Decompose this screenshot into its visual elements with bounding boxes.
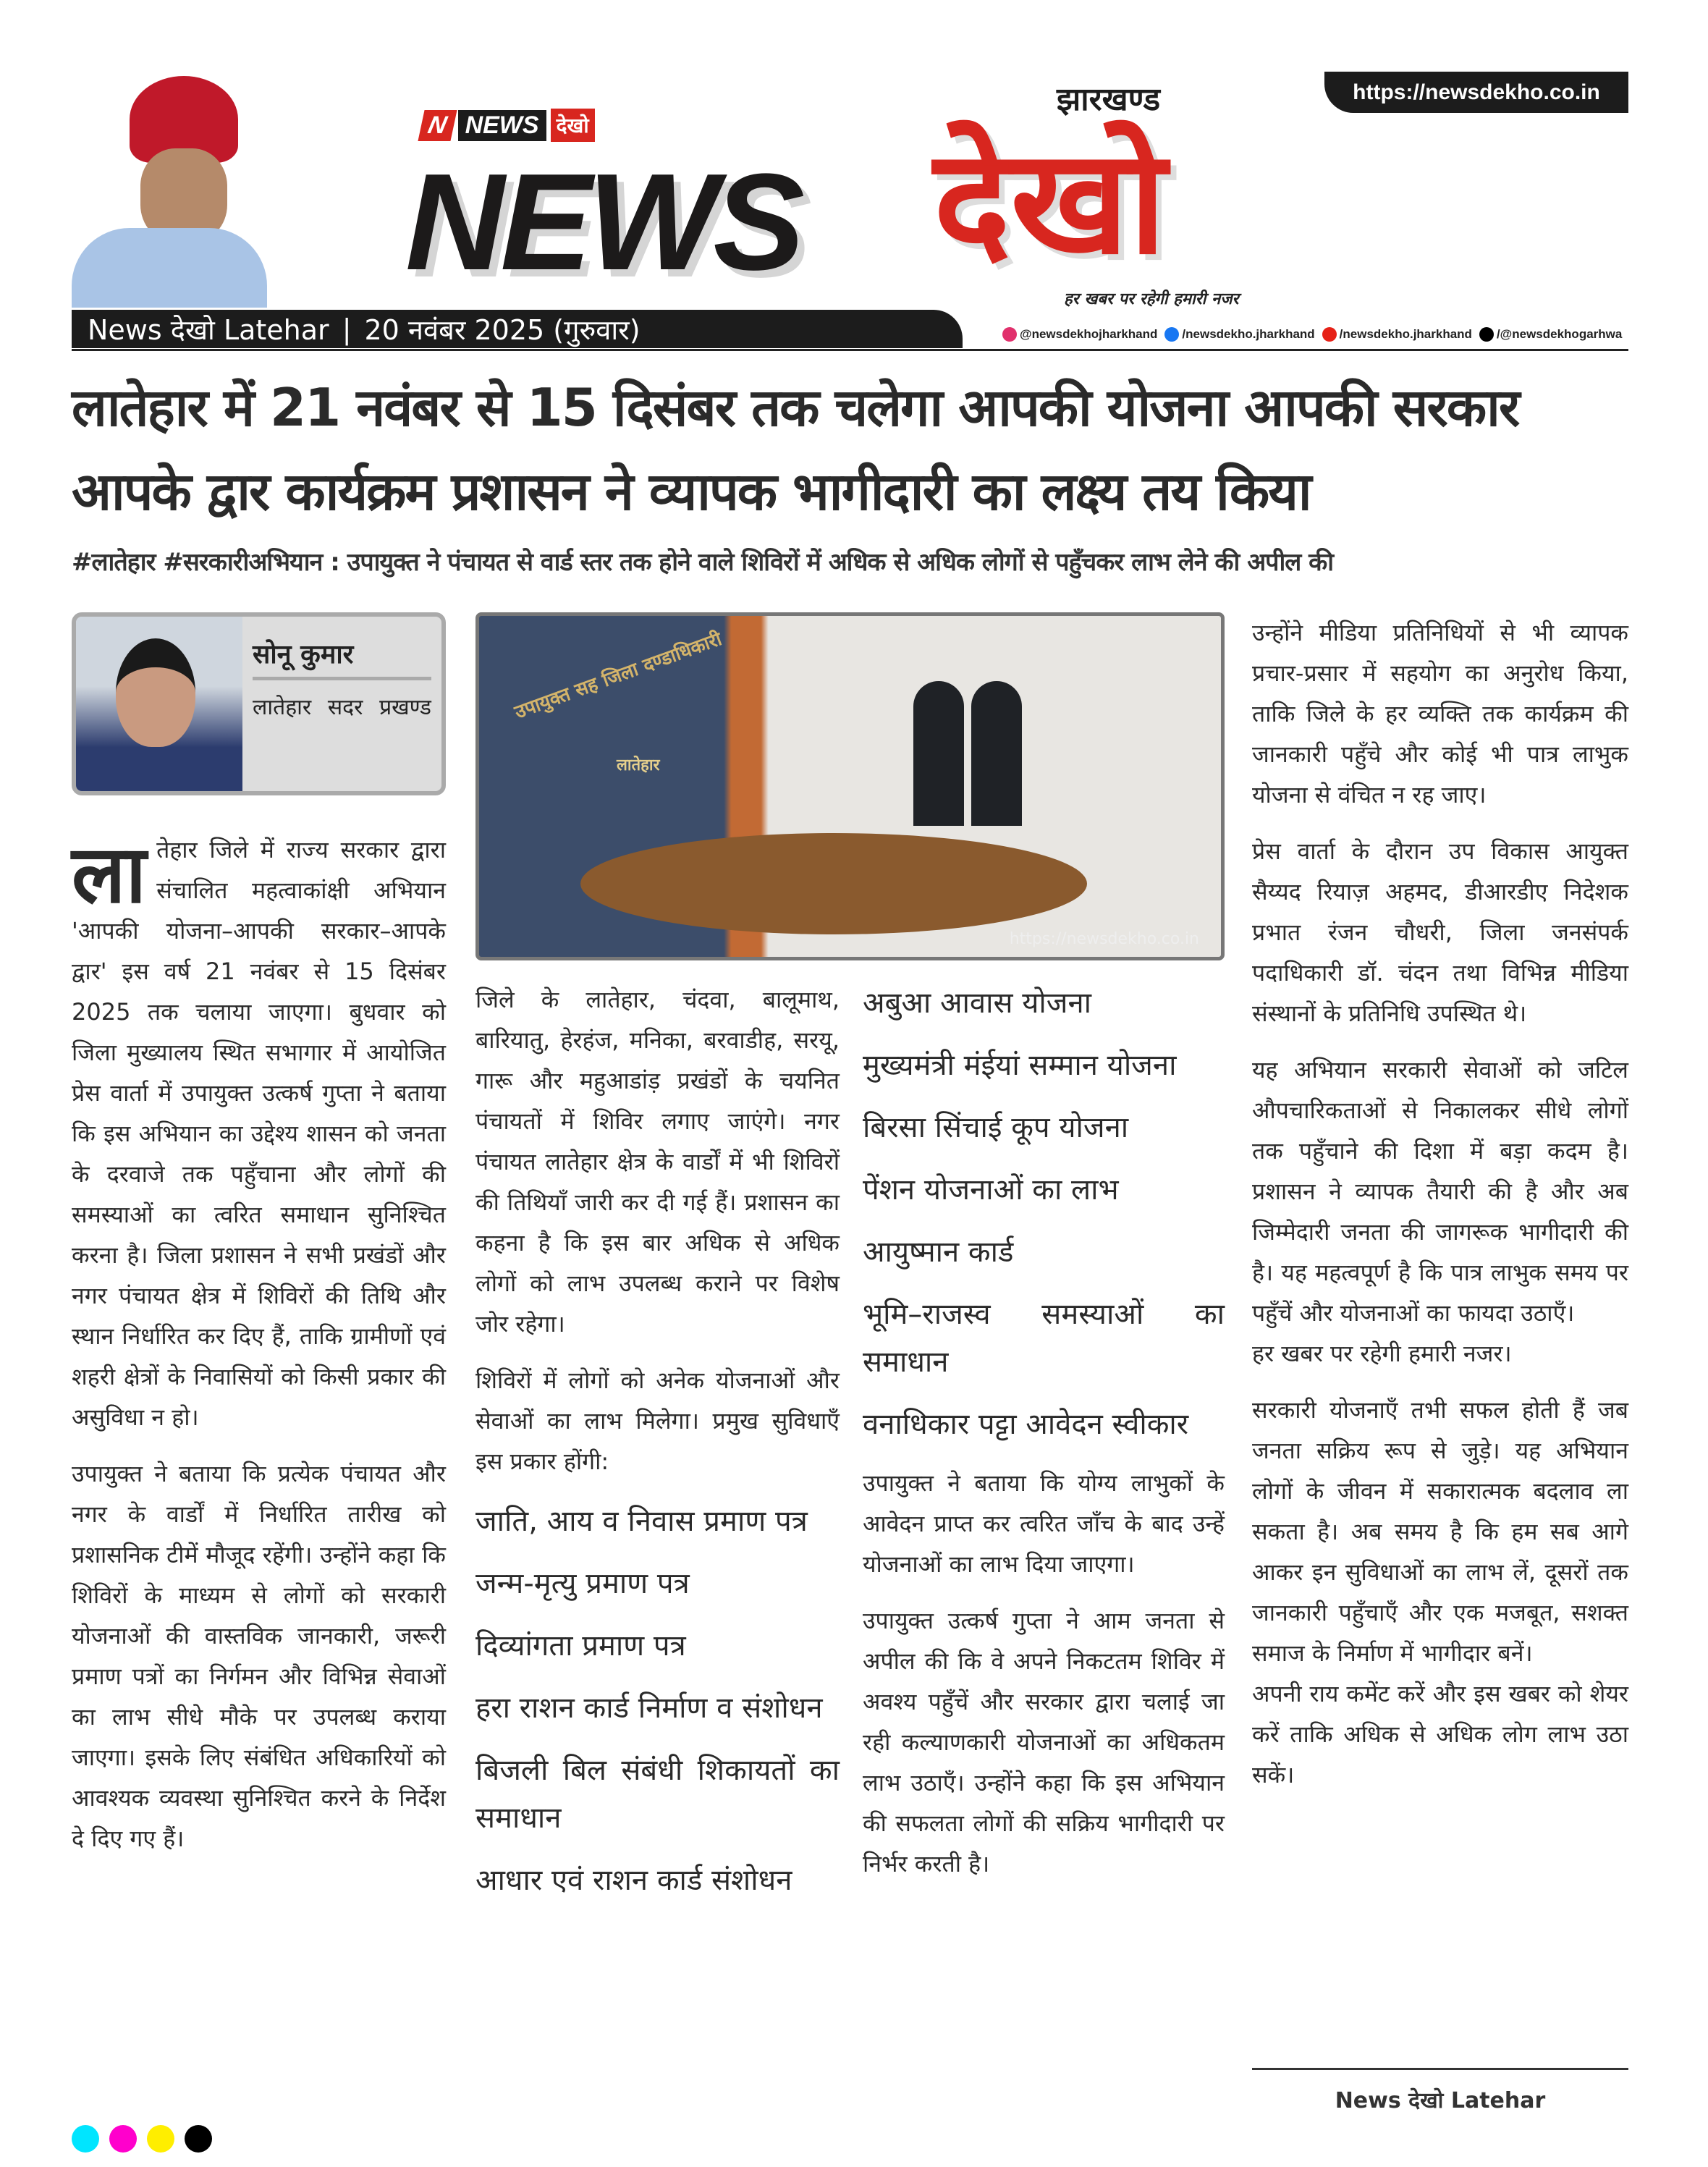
service-item: बिरसा सिंचाई कूप योजना [863, 1111, 1129, 1144]
social-handle: /newsdekho.jharkhand [1182, 327, 1315, 341]
service-item: अबुआ आवास योजना [863, 987, 1092, 1020]
masthead-region: झारखण्ड [1057, 81, 1161, 118]
service-item: मुख्यमंत्री मंईयां सम्मान योजना [863, 1049, 1177, 1082]
subheadline: #लातेहार #सरकारीअभियान : उपायुक्त ने पंचायत से वार्ड स्तर तक होने वाले शिविरों में अधिक से अधिक लोगों से पहुँचकर लाभ लेने की अपील की [72, 548, 1334, 577]
service-item: जन्म-मृत्यु प्रमाण पत्र [475, 1567, 690, 1600]
social-link[interactable] [1322, 327, 1472, 342]
service-item: आयुष्मान कार्ड [863, 1235, 1014, 1269]
paragraph: प्रेस वार्ता के दौरान उप विकास आयुक्त सैय्यद रियाज़ अहमद, डीआरडीए निदेशक प्रभात रंजन चौधरी, जिला जनसंपर्क पदाधिकारी डॉ. चंदन तथा विभिन्न मीडिया संस्थानों के प्रतिनिधि उपस्थित थे। [1252, 837, 1628, 1027]
registration-dot [72, 2125, 99, 2153]
header-rule [72, 349, 1628, 351]
author-box [72, 612, 446, 795]
registration-dot [147, 2125, 174, 2153]
paragraph: उपायुक्त उत्कर्ष गुप्ता ने आम जनता से अपील की कि वे अपने निकटतम शिविर में अवश्य पहुँचें और सरकार द्वारा चलाई जा रही कल्याणकारी योजनाओं का अधिकतम लाभ उठाएँ। उन्होंने कहा कि इस अभियान की सफलता लोगों की सक्रिय भागीदारी पर निर्भर करती है। [863, 1607, 1225, 1877]
paragraph: अपनी राय कमेंट करें और इस खबर को शेयर करें ताकि अधिक से अधिक लोग लाभ उठा सकें। [1252, 1680, 1628, 1788]
masthead-dekho: देखो [934, 118, 1167, 287]
small-logo [421, 109, 595, 142]
facebook-icon [1164, 327, 1179, 342]
author-place: लातेहार सदर प्रखण्ड [253, 695, 431, 720]
youtube-icon [1322, 327, 1337, 342]
x-icon [1479, 327, 1494, 342]
photo-watermark: https://newsdekho.co.in [1009, 930, 1199, 948]
service-item: पेंशन योजनाओं का लाभ [863, 1173, 1119, 1207]
article-column-1 [72, 829, 446, 1875]
paragraph: जिले के लातेहार, चंदवा, बालूमाथ, बारियातु, हेरहंज, मनिका, बरवाडीह, सरयू, गारू और महुआडांड़ प्रखंडों के चयनित पंचायतों में शिविर लगाए जाएंगे। नगर पंचायत लातेहार क्षेत्र के वार्डों में भी शिविरों की तिथियाँ जारी कर दी गई हैं। प्रशासन का कहना है कि इस बार अधिक से अधिक लोगों को लाभ उपलब्ध कराने पर विशेष जोर रहेगा। [475, 986, 840, 1338]
photo-emblem-place: लातेहार [617, 756, 660, 774]
drop-cap: ला [72, 828, 147, 921]
edition-date-bar [72, 310, 963, 348]
masthead-news: NEWS [405, 145, 800, 299]
paragraph: हर खबर पर रहेगी हमारी नजर। [1252, 1340, 1512, 1367]
author-photo [76, 617, 242, 791]
footer-rule [1252, 2068, 1628, 2070]
edition-date: 20 नवंबर 2025 (गुरुवार) [364, 313, 640, 346]
author-name: सोनू कुमार [253, 635, 431, 680]
article-column-4 [1252, 612, 1628, 1811]
article-column-3 [863, 979, 1225, 1900]
mascot-image [72, 76, 267, 308]
masthead-tagline: हर खबर पर रहेगी हमारी नजर [1064, 290, 1239, 308]
registration-dot [185, 2125, 212, 2153]
paragraph: यह अभियान सरकारी सेवाओं को जटिल औपचारिकताओं से निकालकर सीधे लोगों तक पहुँचाने की दिशा में बड़ा कदम है। प्रशासन ने व्यापक तैयारी की है और अब जिम्मेदारी जनता की जागरूक भागीदारी की है। यह महत्वपूर्ण है कि पात्र लाभुक समय पर पहुँचें और योजनाओं का फायदा उठाएँ। [1252, 1056, 1628, 1327]
logo-dekho: देखो [551, 109, 595, 142]
paragraph: उन्होंने मीडिया प्रतिनिधियों से भी व्यापक प्रचार-प्रसार में सहयोग का अनुरोध किया, ताकि जिले के हर व्यक्ति तक कार्यक्रम की जानकारी पहुँचे और कोई भी पात्र लाभुक योजना से वंचित न रह जाए। [1252, 619, 1628, 808]
service-item: आधार एवं राशन कार्ड संशोधन [475, 1864, 792, 1897]
headline-block [72, 366, 1628, 578]
social-link[interactable] [1479, 327, 1622, 342]
social-link[interactable] [1164, 327, 1314, 342]
social-handle: /@newsdekhogarhwa [1496, 327, 1623, 341]
service-item: जाति, आय व निवास प्रमाण पत्र [475, 1505, 808, 1538]
logo-news: NEWS [458, 110, 546, 141]
service-item: वनाधिकार पट्टा आवेदन स्वीकार [863, 1408, 1189, 1441]
registration-dot [109, 2125, 137, 2153]
print-registration-marks [72, 2125, 212, 2153]
service-item: हरा राशन कार्ड निर्माण व संशोधन [475, 1691, 823, 1725]
paragraph: सरकारी योजनाएँ तभी सफल होती हैं जब जनता सक्रिय रूप से जुड़े। यह अभियान लोगों के जीवन में सकारात्मक बदलाव ला सकता है। अब समय है कि हम सब आगे आकर इन सुविधाओं का लाभ लें, दूसरों तक जानकारी पहुँचाएँ और एक मजबूत, सशक्त समाज के निर्माण में भागीदार बनें। [1252, 1396, 1628, 1667]
headline: लातेहार में 21 नवंबर से 15 दिसंबर तक चलेगा आपकी योजना आपकी सरकार आपके द्वार कार्यक्रम प्रशासन ने व्यापक भागीदारी का लक्ष्य तय किया [72, 377, 1519, 522]
footer-credit: News देखो Latehar [1335, 2088, 1546, 2113]
edition-name: News देखो Latehar [88, 313, 329, 346]
paragraph: तेहार जिले में राज्य सरकार द्वारा संचालित महत्वाकांक्षी अभियान 'आपकी योजना–आपकी सरकार–आपके द्वार' इस वर्ष 21 नवंबर से 15 दिसंबर 2025 तक चलाया जाएगा। बुधवार को जिला मुख्यालय स्थित सभागार में आयोजित प्रेस वार्ता में उपायुक्त उत्कर्ष गुप्ता ने बताया कि इस अभियान का उद्देश्य शासन को जनता के दरवाजे तक पहुँचाना और लोगों की समस्याओं का त्वरित समाधान सुनिश्चित करना है। जिला प्रशासन ने सभी प्रखंडों और नगर पंचायत क्षेत्र में शिविरों की तिथि और स्थान निर्धारित कर दिए हैं, ताकि ग्रामीणों एवं शहरी क्षेत्रों के निवासियों को किसी प्रकार की असुविधा न हो। [72, 836, 446, 1431]
social-handle: @newsdekhojharkhand [1020, 327, 1158, 341]
social-links [1002, 327, 1622, 342]
social-handle: /newsdekho.jharkhand [1339, 327, 1472, 341]
press-conference-photo [475, 612, 1225, 960]
photo-emblem-text: उपायुक्त सह जिला दण्डाधिकारी [512, 628, 725, 724]
website-url[interactable]: https://newsdekho.co.in [1324, 72, 1628, 113]
service-item: भूमि–राजस्व समस्याओं का समाधान [863, 1298, 1225, 1379]
paragraph: उपायुक्त ने बताया कि योग्य लाभुकों के आवेदन प्राप्त कर त्वरित जाँच के बाद उन्हें योजनाओं का लाभ दिया जाएगा। [863, 1469, 1225, 1578]
service-item: दिव्यांगता प्रमाण पत्र [475, 1629, 686, 1663]
instagram-icon [1002, 327, 1017, 342]
paragraph: शिविरों में लोगों को अनेक योजनाओं और सेवाओं का लाभ मिलेगा। प्रमुख सुविधाएँ इस प्रकार होंगी: [475, 1366, 840, 1475]
article-column-2 [475, 979, 840, 1919]
logo-n: N [418, 110, 457, 141]
service-item: बिजली बिल संबंधी शिकायतों का समाधान [475, 1754, 840, 1835]
social-link[interactable] [1002, 327, 1157, 342]
paragraph: उपायुक्त ने बताया कि प्रत्येक पंचायत और नगर के वार्डों में निर्धारित तारीख को प्रशासनिक टीमें मौजूद रहेंगी। उन्होंने कहा कि शिविरों के माध्यम से लोगों को सरकारी योजनाओं की वास्तविक जानकारी, जरूरी प्रमाण पत्रों का निर्गमन और विभिन्न सेवाओं का लाभ सीधे मौके पर उपलब्ध कराया जाएगा। इसके लिए संबंधित अधिकारियों को आवश्यक व्यवस्था सुनिश्चित करने के निर्देश दे दिए गए हैं। [72, 1460, 446, 1852]
separator: | [342, 313, 352, 345]
